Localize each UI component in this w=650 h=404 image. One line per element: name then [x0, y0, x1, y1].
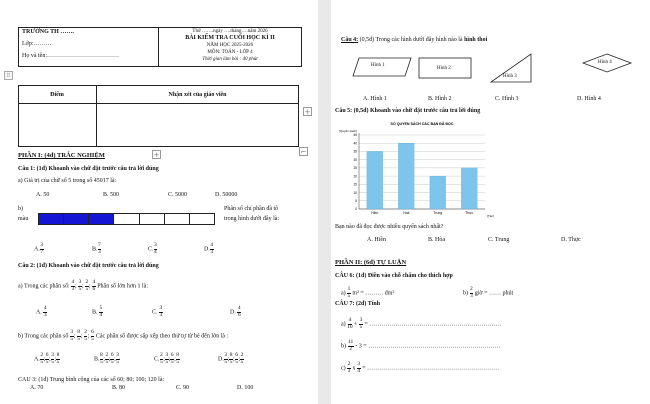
page-1	[0, 0, 318, 404]
add-block-icon[interactable]: +	[153, 150, 160, 159]
chart-ylabel: (Quyển sách)	[339, 129, 358, 133]
bar-segment-filled	[63, 214, 88, 224]
q1a-option-a[interactable]: A. 50	[36, 192, 50, 198]
chart-ytick-label: 15	[353, 182, 357, 187]
fraction-bar	[38, 213, 215, 225]
chart-ytick-label: 30	[353, 157, 357, 162]
q7-b[interactable]: b) $\frac{11}{2}$ - 3 = …………………………………………………………	[341, 339, 501, 352]
q2b-stem: b) Trong các phân số $\frac{3}{5}$ ; $\frac{8}{5}$ ; $\frac{2}{5}$ ; $\frac{6}{5}$ Các phân số được sắp xếp theo thứ tự từ bé đến lớn là :	[18, 329, 229, 342]
chart-bar-Trung	[430, 176, 446, 209]
chart-xtick-label: Hiền	[371, 211, 379, 215]
q4-option-d[interactable]: D. Hình 4	[577, 96, 601, 102]
chart-bar-Hiền	[367, 151, 383, 209]
q5-question: Bạn nào đã đọc được nhiều quyển sách nhất?	[335, 224, 444, 230]
resize-corner-icon[interactable]: ⌐	[300, 147, 307, 156]
q2a-stem: a) Trong các phân số: $\frac{4}{3}$ ; $\frac{3}{5}$ ; $\frac{2}{5}$ ; $\frac{4}{6}$ Phân số lớn hơn 1 là:	[18, 279, 149, 292]
chart-ytick-label: 25	[353, 166, 357, 171]
chart-ytick-label: 20	[353, 174, 357, 179]
subject: MÔN: TOÁN - LỚP 4	[207, 50, 253, 55]
chart-xlabel: (Tên)	[487, 214, 495, 218]
q1-title: Câu 1: (1đ) Khoanh vào chữ đặt trước câu trả lời đúng	[18, 166, 159, 172]
q2a-option-d[interactable]: D. $\frac{4}{6}$	[230, 305, 241, 318]
q5-option-c[interactable]: C. Trung	[488, 237, 510, 243]
q1b-option-d[interactable]: D. $\frac{4}{3}$	[204, 242, 214, 255]
add-row-icon[interactable]: +	[304, 107, 311, 116]
school-name: TRƯỜNG TH …….	[22, 29, 74, 35]
bar-segment-filled	[39, 214, 63, 224]
q1b-option-c[interactable]: C. $\frac{3}{4}$	[148, 242, 157, 255]
q2b-option-b[interactable]: B. $\frac{8}{5}$ ; $\frac{2}{5}$ ; $\frac{6}{5}$ ; $\frac{3}{5}$	[94, 352, 120, 365]
q6-title: CÂU 6: (1đ) Điền vào chỗ chấm cho thích hợp	[335, 273, 453, 279]
chart-xtick-label: Trung	[433, 211, 443, 215]
q4-option-b[interactable]: B. Hình 2	[428, 96, 452, 102]
shape-4-label: Hình 4	[598, 60, 612, 65]
chart-ytick-label: 40	[353, 141, 357, 146]
q1a-option-b[interactable]: B. 500	[103, 192, 120, 198]
q1a-option-d[interactable]: D. 50000	[215, 192, 238, 198]
q7-a[interactable]: a) $\frac{4}{10}$ + $\frac{3}{5}$ = …………………………………………………………	[341, 317, 502, 330]
q6-b[interactable]: b) $\frac{2}{3}$ giờ = …… phút	[463, 286, 514, 299]
q2a-option-c[interactable]: C. $\frac{3}{3}$	[152, 305, 163, 318]
bar-segment-empty	[113, 214, 138, 224]
name-label: Họ và tên:………………………………	[22, 53, 119, 59]
chart-bar-Thực	[461, 168, 477, 209]
drag-handle-icon[interactable]: ⠿	[4, 71, 13, 80]
q2b-option-d[interactable]: D. $\frac{3}{5}$ ; $\frac{8}{5}$ ; $\frac{6}{5}$ ; $\frac{2}{5}$	[218, 352, 244, 365]
books-bar-chart	[337, 119, 497, 221]
q2b-option-a[interactable]: A. $\frac{2}{5}$ ; $\frac{6}{5}$ ; $\frac{3}{5}$ ; $\frac{8}{5}$	[34, 352, 60, 365]
q2b-option-c[interactable]: C. $\frac{2}{5}$ ; $\frac{3}{5}$ ; $\frac{6}{5}$ ; $\frac{8}{5}$	[154, 352, 180, 365]
bar-segment-filled	[88, 214, 113, 224]
q1b-label: b)	[18, 206, 23, 212]
part1-title: PHẦN I: (4đ) TRẮC NGHIỆM	[18, 152, 105, 159]
q7-c[interactable]: c) $\frac{2}{3}$ x $\frac{3}{4}$ = …………………………………………………………	[341, 361, 500, 374]
chart-bar-Hoà	[398, 143, 414, 209]
bar-segment-empty	[139, 214, 164, 224]
q3-option-b[interactable]: B. 80	[112, 385, 126, 391]
q7-title: CÂU 7: (2đ) Tính	[335, 301, 381, 307]
chart-xtick-label: Thực	[465, 211, 474, 215]
bar-segment-empty	[164, 214, 189, 224]
q4-option-a[interactable]: A. Hình 1	[363, 96, 387, 102]
q3-option-c[interactable]: C. 90	[176, 385, 190, 391]
chart-title: SỐ QUYỂN SÁCH CÁC BẠN ĐÃ ĐỌC	[390, 122, 454, 126]
q4-option-c[interactable]: C. Hình 3	[495, 96, 519, 102]
bar-segment-empty	[189, 214, 214, 224]
date-line: Thứ …….ngày ….tháng….năm 2026	[192, 29, 268, 34]
q1b-mau: màu	[18, 216, 29, 222]
exam-title: BÀI KIỂM TRA CUỐI HỌC KÌ II	[185, 35, 275, 41]
q3-option-a[interactable]: A. 70	[30, 385, 44, 391]
q4-shapes	[331, 50, 650, 95]
q1b-text-1: Phân số chỉ phần đã tô	[224, 206, 279, 212]
q1a-option-c[interactable]: C. 5000	[168, 192, 188, 198]
page-2	[331, 0, 650, 404]
part2-title: PHẦN II: (6đ) TỰ LUẬN	[335, 259, 407, 266]
q2a-option-a[interactable]: A. $\frac{4}{3}$	[36, 305, 47, 318]
q4-title: Câu 4: (0,5đ) Trong các hình dưới đây hình nào là hình thoi	[341, 37, 488, 43]
q5-title: Câu 5: (0,5đ) Khoanh vào chữ đặt trước câu trả lời đúng	[335, 108, 481, 114]
chart-ytick-label: 35	[353, 149, 357, 154]
q5-option-a[interactable]: A. Hiền	[367, 237, 386, 243]
grade-col-score: Điểm	[50, 92, 64, 98]
q1b-option-a[interactable]: A. $\frac{3}{7}$	[34, 242, 44, 255]
q1a-stem: a) Giá trị của chữ số 5 trong số 45017 là:	[18, 178, 117, 184]
class-label: Lớp:………	[22, 41, 52, 47]
shape-1-label: Hình 1	[371, 63, 385, 68]
chart-xtick-label: Hoà	[403, 211, 410, 215]
chart-ytick-label: 5	[355, 198, 357, 203]
grade-col-comment: Nhận xét của giáo viên	[168, 92, 227, 98]
q3-option-d[interactable]: D. 100	[237, 385, 254, 391]
q1b-option-b[interactable]: B. $\frac{7}{3}$	[92, 242, 101, 255]
chart-ytick-label: 10	[353, 190, 357, 195]
q3-title: CAU 3: (1đ) Trung bình cộng của các số 60; 80; 100; 120 là:	[18, 377, 165, 383]
q1b-text-2: trong hình dưới đây là:	[224, 216, 280, 222]
chart-ytick-label: 45	[353, 133, 357, 138]
q2a-option-b[interactable]: B. $\frac{5}{4}$	[92, 305, 103, 318]
q2-title: Câu 2: (1đ) Khoanh vào chữ đặt trước câu trả lời đúng	[18, 263, 159, 269]
shape-3-label: Hình 3	[503, 74, 517, 79]
exam-time: Thời gian làm bài : 40 phút	[202, 57, 258, 62]
q6-a[interactable]: a) $\frac{1}{5}$ m² = ……… dm²	[341, 286, 395, 299]
school-year: NĂM HỌC 2025-2026	[206, 43, 254, 48]
chart-ytick-label: 0	[355, 207, 357, 212]
q5-option-d[interactable]: D. Thực	[561, 237, 581, 243]
q5-option-b[interactable]: B. Hòa	[428, 237, 445, 243]
shape-2-label: Hình 2	[437, 66, 451, 71]
